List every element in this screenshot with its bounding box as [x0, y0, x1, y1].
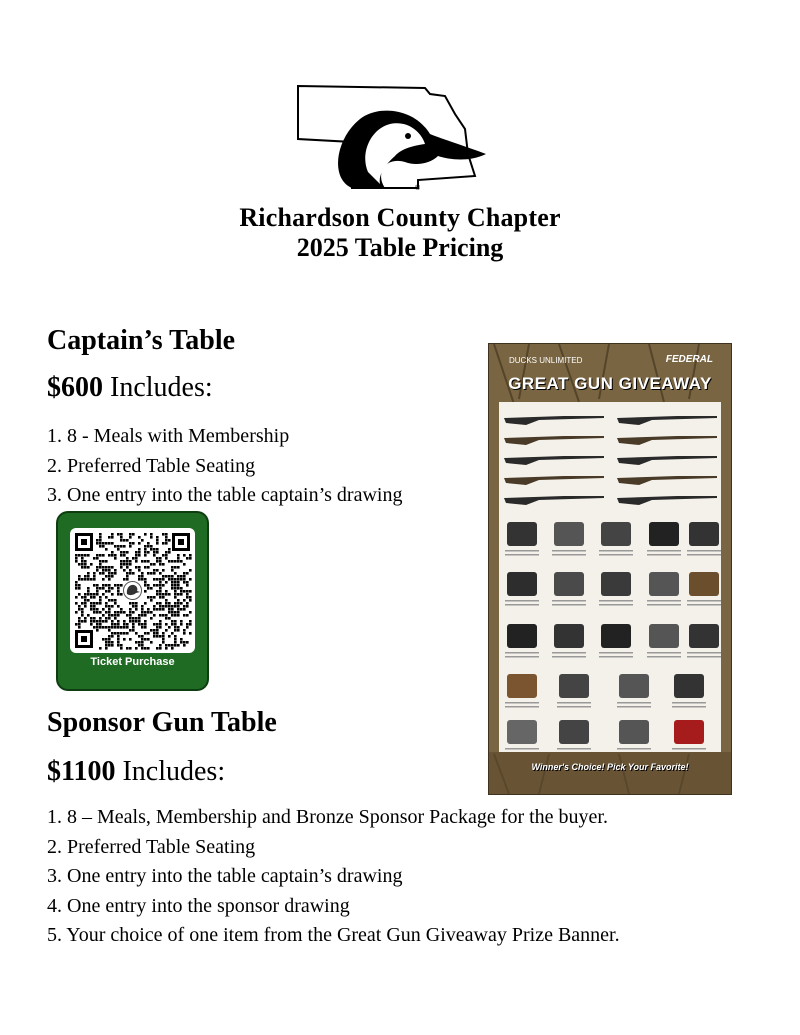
prize-item-icon [689, 624, 719, 648]
list-item: 2. Preferred Table Seating [47, 835, 256, 858]
captains-table-price-line [47, 372, 213, 404]
list-item: 3. One entry into the table captain’s drawing [47, 865, 403, 887]
rifle-icon [504, 496, 604, 505]
prize-item-icon [619, 674, 649, 698]
rifle-icon [617, 456, 717, 465]
prize-item-icon [507, 624, 537, 648]
prize-item-icon [689, 522, 719, 546]
prize-item-icon [649, 572, 679, 596]
prize-item-icon [649, 522, 679, 546]
prize-item-icon [689, 572, 719, 596]
federal-brand: FEDERAL [665, 354, 713, 365]
prize-item-icon [649, 624, 679, 648]
sponsor-table-list [47, 803, 620, 951]
prize-item-icon [601, 624, 631, 648]
great-gun-giveaway-banner [488, 343, 732, 795]
prize-item-icon [559, 674, 589, 698]
list-item: 5. Your choice of one item from the Great Gun Giveaway Prize Banner. [47, 924, 620, 946]
rifle-icon [617, 476, 717, 485]
banner-footer: Winner's Choice! Pick Your Favorite! [531, 762, 689, 772]
list-item: 2. Preferred Table Seating [47, 454, 256, 477]
ticket-purchase-label: Ticket Purchase [90, 656, 175, 668]
captains-table-includes: Includes: [103, 372, 213, 403]
list-item: 1. 8 – Meals, Membership and Bronze Sponsor Package for the buyer. [47, 806, 608, 828]
page-subtitle: 2025 Table Pricing [296, 233, 504, 262]
chapter-title: Richardson County Chapter [239, 203, 561, 232]
ticket-purchase-qr-card[interactable] [58, 513, 207, 689]
nebraska-duck-logo-icon [290, 84, 490, 194]
ducks-unlimited-logo [290, 84, 490, 194]
sponsor-table-price: $1100 [47, 756, 116, 787]
prize-item-icon [554, 624, 584, 648]
sponsor-table-price-line [47, 756, 225, 788]
prize-item-icon [507, 522, 537, 546]
prize-item-icon [601, 522, 631, 546]
prize-grid [499, 402, 721, 752]
svg-text:®: ® [415, 185, 421, 192]
prize-item-icon [601, 572, 631, 596]
rifle-icon [504, 436, 604, 445]
captains-table-heading: Captain’s Table [47, 325, 236, 356]
list-item: 1. 8 - Meals with Membership [47, 425, 290, 447]
prize-item-icon [619, 720, 649, 744]
qr-code-icon[interactable] [70, 528, 195, 653]
list-item: 4. One entry into the sponsor drawing [47, 894, 350, 917]
list-item: 3. One entry into the table captain’s drawing [47, 484, 403, 506]
rifle-icon [617, 436, 717, 445]
rifle-icon [617, 496, 717, 505]
rifle-icon [504, 416, 604, 425]
prize-item-icon [674, 720, 704, 744]
sponsor-table-includes: Includes: [115, 756, 226, 787]
prize-item-icon [554, 522, 584, 546]
prize-item-icon [674, 674, 704, 698]
prize-item-icon [559, 720, 589, 744]
ducks-unlimited-mark: DUCKS UNLIMITED [509, 356, 583, 365]
captains-table-price: $600 [47, 372, 103, 403]
rifle-icon [504, 456, 604, 465]
prize-item-icon [507, 720, 537, 744]
sponsor-table-heading: Sponsor Gun Table [47, 707, 277, 738]
banner-title: GREAT GUN GIVEAWAY [508, 374, 712, 393]
rifle-icon [504, 476, 604, 485]
prize-item-icon [554, 572, 584, 596]
captains-table-list [47, 422, 402, 511]
prize-item-icon [507, 572, 537, 596]
prize-item-icon [507, 674, 537, 698]
rifle-icon [617, 416, 717, 425]
